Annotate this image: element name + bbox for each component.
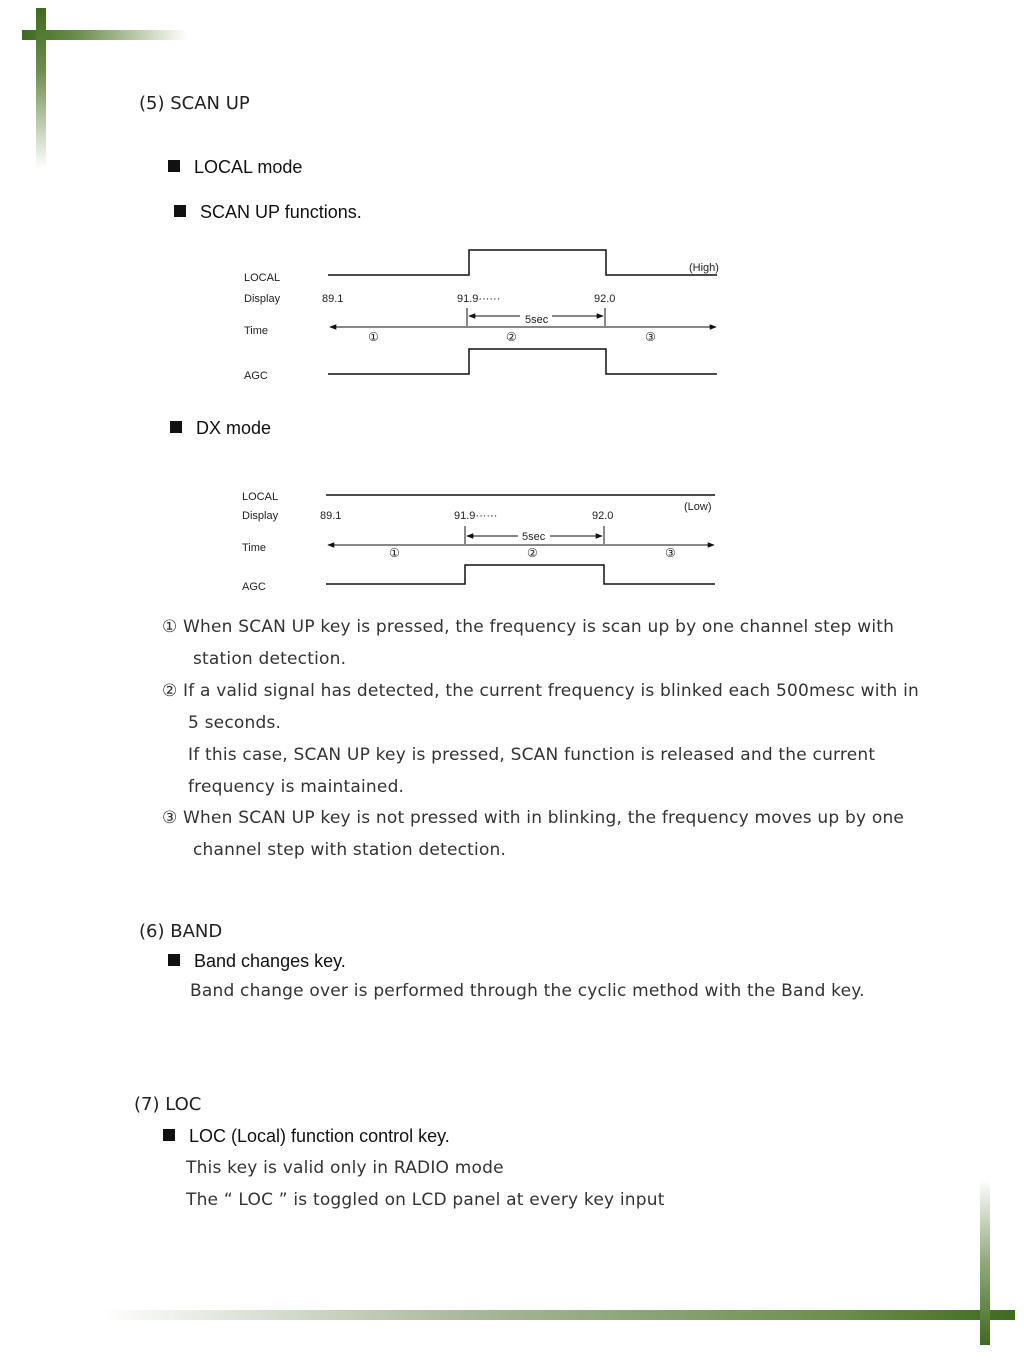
square-bullet-icon bbox=[170, 421, 182, 433]
square-bullet-icon bbox=[168, 160, 180, 172]
step-marker-2: ② bbox=[506, 330, 517, 344]
step-marker-2: ② bbox=[527, 546, 538, 560]
square-bullet-icon bbox=[174, 205, 186, 217]
section-7-heading: (7) LOC bbox=[134, 1094, 202, 1115]
row-label-time: Time bbox=[244, 325, 269, 337]
frequency-label-3: 92.0 bbox=[594, 293, 616, 305]
bullet-band-changes-key: Band changes key. bbox=[168, 951, 346, 972]
square-bullet-icon bbox=[163, 1129, 175, 1141]
bullet-local-mode: LOCAL mode bbox=[168, 157, 302, 178]
note-1-line-1: ① When SCAN UP key is pressed, the frequency is scan up by one channel step with bbox=[162, 617, 895, 637]
row-label-display: Display bbox=[242, 510, 279, 522]
bullet-dx-mode: DX mode bbox=[170, 418, 271, 439]
row-label-agc: AGC bbox=[242, 581, 266, 593]
row-label-display: Display bbox=[244, 293, 281, 305]
loc-description-1: This key is valid only in RADIO mode bbox=[186, 1158, 504, 1178]
level-note: (Low) bbox=[684, 501, 712, 513]
step-marker-1: ① bbox=[389, 546, 400, 560]
agc-signal-waveform bbox=[328, 349, 717, 374]
agc-signal-waveform bbox=[326, 565, 715, 584]
note-2-line-3: If this case, SCAN UP key is pressed, SCAN function is released and the current bbox=[188, 745, 876, 765]
note-2-line-1: ② If a valid signal has detected, the current frequency is blinked each 500mesc with in bbox=[162, 681, 920, 701]
section-5-heading: (5) SCAN UP bbox=[139, 93, 250, 114]
bullet-scan-up-functions: SCAN UP functions. bbox=[174, 202, 362, 223]
step-marker-1: ① bbox=[368, 330, 379, 344]
duration-label: 5sec bbox=[522, 531, 546, 543]
row-label-local: LOCAL bbox=[244, 272, 281, 284]
frequency-label-1: 89.1 bbox=[322, 293, 344, 305]
bullet-loc-function-key: LOC (Local) function control key. bbox=[163, 1126, 450, 1147]
step-marker-3: ③ bbox=[645, 330, 656, 344]
row-label-agc: AGC bbox=[244, 370, 268, 382]
frequency-label-2: 91.9······ bbox=[454, 510, 498, 522]
row-label-local: LOCAL bbox=[242, 491, 279, 503]
frequency-label-2: 91.9······ bbox=[457, 293, 501, 305]
frequency-label-1: 89.1 bbox=[320, 510, 342, 522]
note-1-line-2: station detection. bbox=[193, 649, 347, 669]
level-note: (High) bbox=[689, 262, 719, 274]
note-2-line-4: frequency is maintained. bbox=[188, 777, 405, 797]
frequency-label-3: 92.0 bbox=[592, 510, 614, 522]
section-6-heading: (6) BAND bbox=[139, 921, 223, 942]
row-label-time: Time bbox=[242, 542, 267, 554]
band-description: Band change over is performed through the cyclic method with the Band key. bbox=[190, 981, 865, 1001]
timing-diagram-local bbox=[0, 240, 1024, 390]
local-signal-waveform bbox=[328, 250, 717, 275]
note-3-line-2: channel step with station detection. bbox=[193, 840, 507, 860]
step-marker-3: ③ bbox=[665, 546, 676, 560]
corner-decoration-top-left bbox=[0, 0, 200, 180]
note-2-line-2: 5 seconds. bbox=[188, 713, 282, 733]
loc-description-2: The “ LOC ” is toggled on LCD panel at every key input bbox=[186, 1190, 665, 1210]
note-3-line-1: ③ When SCAN UP key is not pressed with in blinking, the frequency moves up by one bbox=[162, 808, 905, 828]
duration-label: 5sec bbox=[525, 314, 549, 326]
square-bullet-icon bbox=[168, 954, 180, 966]
timing-diagram-dx bbox=[0, 480, 1024, 600]
